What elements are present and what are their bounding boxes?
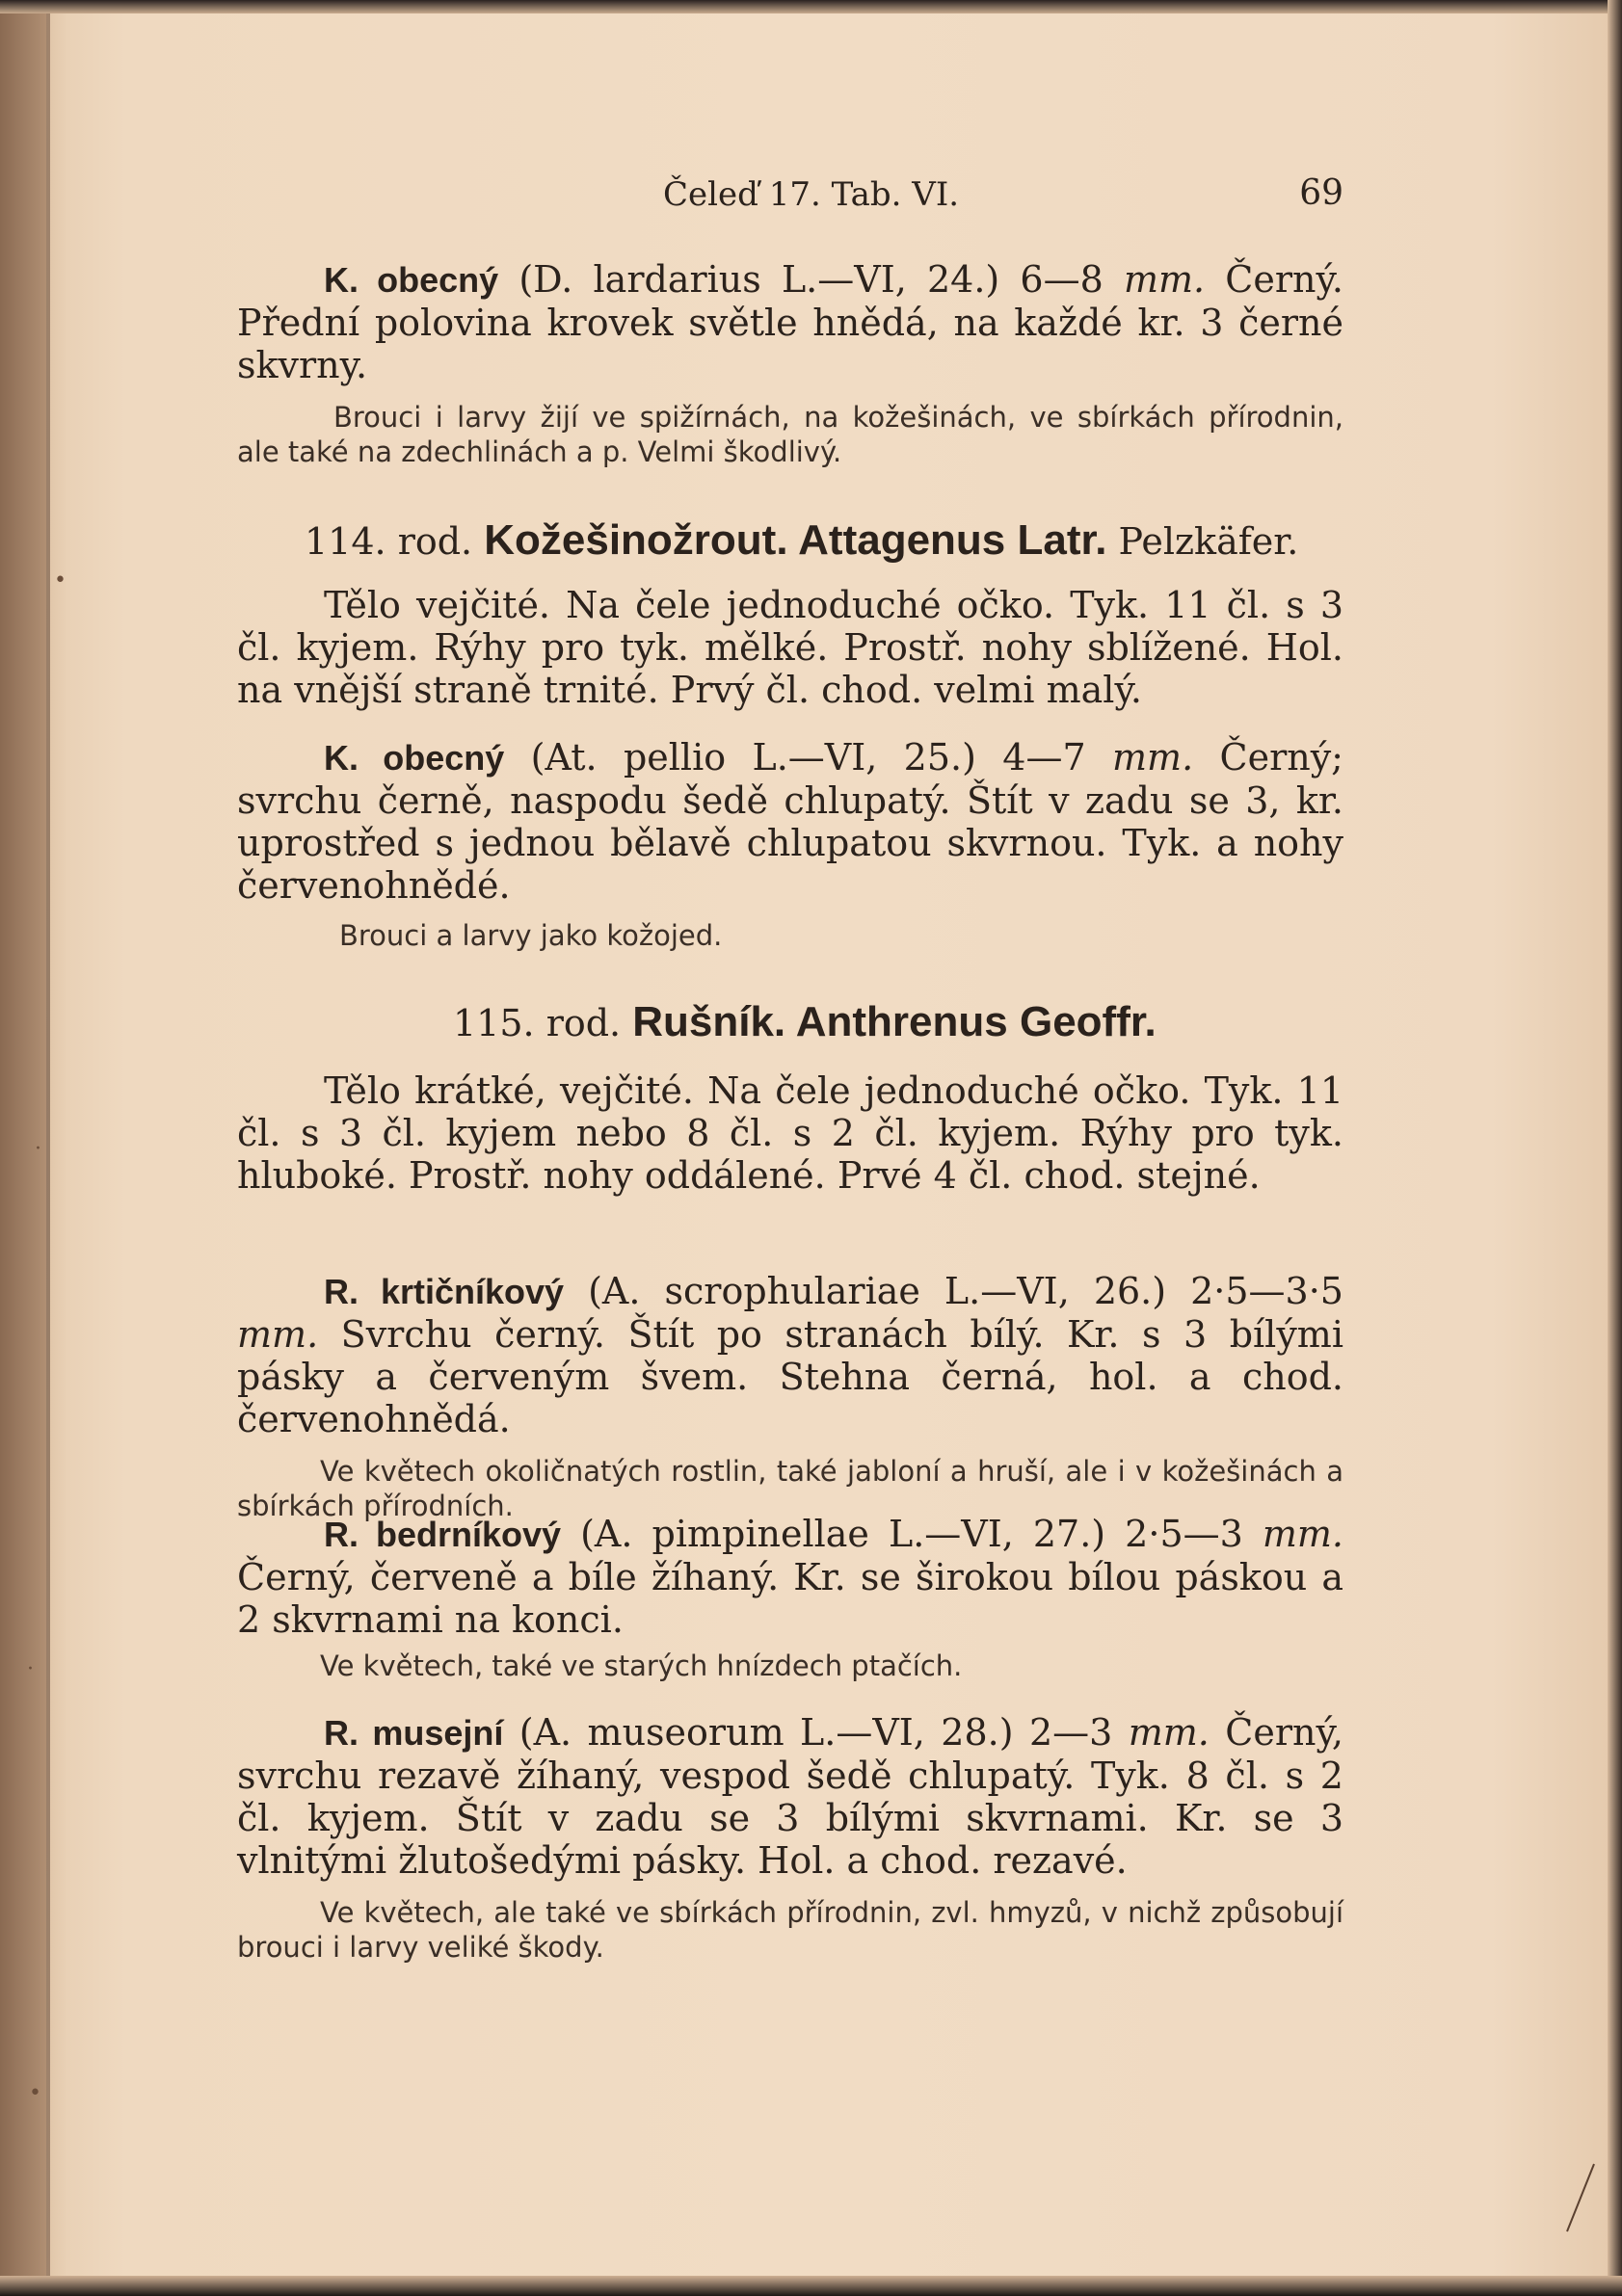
species-name: K. obecný — [324, 260, 499, 300]
species-description: R. krtičníkový (A. scrophulariae L.—VI, 26.) 2·5—3·5 mm. Svrchu černý. Štít po stranách bílý. Kr. s 3 bílými pásky a červeným švem. Stehna černá, hol. a chod. červenohnědá. — [237, 1270, 1343, 1440]
species-entry-pimpinellae — [237, 1513, 1343, 1683]
right-edge — [1608, 0, 1622, 2296]
species-name: R. bedrníkový — [324, 1515, 562, 1554]
species-name: K. obecný — [324, 738, 505, 778]
margin-speck: • — [29, 2081, 41, 2105]
margin-speck: • — [54, 568, 66, 593]
species-note: Brouci a larvy jako kožojed. — [339, 919, 723, 952]
running-header — [237, 173, 1343, 222]
species-description: K. obecný (At. pellio L.—VI, 25.) 4—7 mm. Černý; svrchu černě, naspodu šedě chlupatý. Štít v zadu se 3, kr. uprostřed s jednou bělavě chlupatou skvrnou. Tyk. a nohy červenohnědé. — [237, 736, 1343, 907]
species-description: R. musejní (A. museorum L.—VI, 28.) 2—3 mm. Černý, svrchu rezavě žíhaný, vespod šedě chlupatý. Tyk. 8 čl. s 2 čl. kyjem. Štít v zadu se 3 bílými skvrnami. Kr. se 3 vlnitými žlutošedými pásky. Hol. a chod. rezavé. — [237, 1711, 1343, 1882]
top-edge — [0, 0, 1622, 13]
species-entry-pellio — [237, 736, 1343, 953]
species-note: Brouci i larvy žijí ve spižírnách, na kožešinách, ve sbírkách přírodnin, ale také na zdechlinách a p. Velmi škodlivý. — [237, 401, 1343, 468]
species-entry-scrophulariae — [237, 1270, 1343, 1523]
species-name: R. musejní — [324, 1713, 504, 1753]
genus-description-114: Tělo vejčité. Na čele jednoduché očko. Tyk. 11 čl. s 3 čl. kyjem. Rýhy pro tyk. mělké. Prostř. nohy sblížené. Hol. na vnější straně trnité. Prvý čl. chod. velmi malý. — [237, 584, 1343, 711]
species-description: K. obecný (D. lardarius L.—VI, 24.) 6—8 mm. Černý. Přední polovina krovek světle hnědá, na každé kr. 3 černé skvrny. — [237, 258, 1343, 386]
genus-name: Kožešinožrout. Attagenus Latr. — [484, 516, 1107, 564]
genus-heading-115: 115. rod. Rušník. Anthrenus Geoffr. — [453, 998, 1157, 1045]
genus-description-115: Tělo krátké, vejčité. Na čele jednoduché očko. Tyk. 11 čl. s 3 čl. kyjem nebo 8 čl. s 2 čl. kyjem. Rýhy pro tyk. hluboké. Prostř. nohy oddálené. Prvé 4 čl. chod. stejné. — [237, 1069, 1343, 1197]
running-title: Čeleď 17. Tab. VI. — [663, 175, 960, 214]
species-note: Ve květech okoličnatých rostlin, také jabloní a hruší, ale i v kožešinách a sbírkách přírodních. — [237, 1455, 1343, 1522]
binding-line — [46, 0, 50, 2296]
species-entry-museorum — [237, 1711, 1343, 1965]
genus-german-name: Pelzkäfer. — [1118, 520, 1299, 563]
page-number: 69 — [1299, 173, 1343, 213]
genus-heading-114: 114. rod. Kožešinožrout. Attagenus Latr. Pelzkäfer. — [305, 516, 1299, 564]
species-description: R. bedrníkový (A. pimpinellae L.—VI, 27.) 2·5—3 mm. Černý, červeně a bíle žíhaný. Kr. se širokou bílou páskou a 2 skvrnami na konci. — [237, 1513, 1344, 1641]
species-name: R. krtičníkový — [324, 1272, 565, 1311]
species-note: Ve květech, také ve starých hnízdech ptačích. — [320, 1649, 963, 1682]
bottom-edge — [0, 2276, 1622, 2296]
species-entry-lardarius — [237, 258, 1343, 469]
genus-name: Rušník. Anthrenus Geoffr. — [632, 998, 1157, 1045]
margin-speck: · — [27, 1657, 34, 1681]
margin-pen-stroke — [1561, 2158, 1600, 2235]
margin-speck: · — [35, 1137, 41, 1161]
species-note: Ve květech, ale také ve sbírkách přírodnin, zvl. hmyzů, v nichž způsobují brouci i larvy veliké škody. — [237, 1896, 1343, 1964]
